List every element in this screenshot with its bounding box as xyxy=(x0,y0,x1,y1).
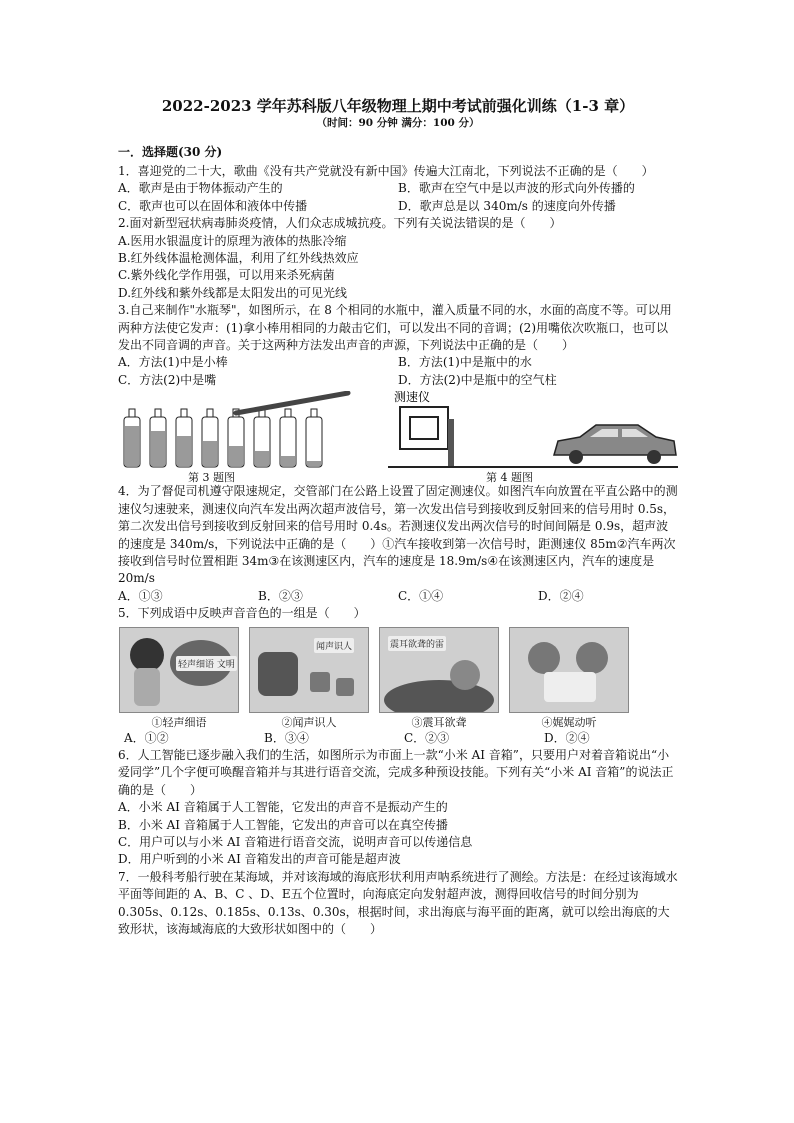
speed-detector-label: 测速仪 xyxy=(394,391,431,405)
option-d: D．方法(2)中是瓶中的空气柱 xyxy=(398,372,557,387)
option-d: D．②④ xyxy=(544,730,590,745)
image-1-caption: ①轻声细语 xyxy=(151,715,207,729)
image-2 xyxy=(248,627,370,730)
question-4-stem: 4．为了督促司机遵守限速规定，交管部门在公路上设置了固定测速仪。如图汽车向放置在平直公路中的测速仪匀速驶来，测速仪向汽车发出两次超声波信号，第一次发出信号到接收到反射回来的信号用时 0.5s，第二次发出信号到接收到反射回来的信号用时 0.4s。若测速仪发出两次信号的时间间隔是 0.9s，超声波的速度是 340m/s，下列说法中正确的是（ ）①汽车接收到第一次信号时，距测速仪 85m②汽车两次接收到信号时位置相距 34m③在该测速区内，汽车的速度是 18.9m/s④在该测速区内，汽车的速度是 20m/s xyxy=(118,484,678,586)
water-bottle xyxy=(124,409,140,467)
exam-page xyxy=(118,96,678,938)
water-bottle xyxy=(176,409,192,467)
car-icon xyxy=(554,425,676,464)
image-2-caption: ②闻声识人 xyxy=(281,715,337,729)
image-1-sign: 轻声细语 文明 xyxy=(176,656,237,671)
option-c: C．②③ xyxy=(404,730,450,745)
figure-4-caption: 第 4 题图 xyxy=(486,471,533,485)
question-5-images xyxy=(118,627,678,730)
option-b: B.红外线体温枪测体温，利用了红外线热效应 xyxy=(118,251,359,266)
option-d: D．用户听到的小米 AI 音箱发出的声音可能是超声波 xyxy=(118,852,401,867)
option-d: D．歌声总是以 340m/s 的速度向外传播 xyxy=(398,198,616,213)
image-1 xyxy=(118,627,240,730)
question-2-stem: 2.面对新型冠状病毒肺炎疫情，人们众志成城抗疫。下列有关说法错误的是（ ） xyxy=(118,216,562,231)
question-1-stem: 1．喜迎党的二十大，歌曲《没有共产党就没有新中国》传遍大江南北，下列说法不正确的是（ ） xyxy=(118,164,654,178)
option-d: D．②④ xyxy=(538,588,584,603)
question-7-stem: 7．一般科考船行驶在某海域，并对该海域的海底形状利用声呐系统进行了测绘。方法是：在经过该海域水平面等间距的 A、B、C 、D、E五个位置时，向海底定向发射超声波，测得回收信号的时间分别为 0.305s、0.12s、0.185s、0.13s、0.30s，根据时间，求出海底与海平面的距离，就可以绘出海底的大致形状，该海域海底的大致形状如图中的（ ） xyxy=(118,869,678,936)
image-3-sign: 震耳欲聋的雷 xyxy=(388,636,446,651)
water-bottle xyxy=(306,409,322,467)
image-4-caption: ④娓娓动听 xyxy=(541,715,597,729)
pleasant-talk-picture xyxy=(509,627,629,713)
option-a: A．方法(1)中是小棒 xyxy=(118,355,228,370)
option-c: C．①④ xyxy=(398,588,444,603)
question-3-stem: 3.自己来制作"水瓶琴"，如图所示，在 8 个相同的水瓶中，灌入质量不同的水，水面的高度不等。可以用两种方法使它发声：(1)拿小棒用相同的力敲击它们，可以发出不同的音调；(2)用嘴依次吹瓶口，也可以发出不同音调的声音。关于这两种方法发出声音的声源，下列说法中正确的是（ ） xyxy=(118,303,672,353)
question-4-options xyxy=(118,588,678,605)
option-c: C．用户可以与小米 AI 音箱进行语音交流，说明声音可以传递信息 xyxy=(118,834,473,849)
section-heading: 一．选择题(30 分) xyxy=(118,145,223,159)
option-c: C．歌声也可以在固体和液体中传播 xyxy=(118,198,308,213)
stick-icon xyxy=(236,393,348,413)
option-b: B．②③ xyxy=(258,588,303,603)
option-c: C.紫外线化学作用强，可以用来杀死病菌 xyxy=(118,268,335,283)
question-5-options xyxy=(118,730,678,747)
figures-3-4 xyxy=(118,391,678,483)
image-2-sign: 闻声识人 xyxy=(314,638,354,653)
question-3-options xyxy=(118,354,678,389)
water-bottle xyxy=(202,409,218,467)
question-1-options xyxy=(118,180,678,215)
water-bottle xyxy=(254,409,270,467)
option-a: A.医用水银温度计的原理为液体的热胀冷缩 xyxy=(118,233,347,248)
figure-3-caption: 第 3 题图 xyxy=(188,471,235,485)
exam-title: 2022-2023 学年苏科版八年级物理上期中考试前强化训练（1-3 章） xyxy=(161,97,635,115)
recognize-voice-picture xyxy=(249,627,369,713)
water-bottle xyxy=(228,409,244,467)
option-a: A．小米 AI 音箱属于人工智能，它发出的声音不是振动产生的 xyxy=(118,800,448,815)
option-b: B．方法(1)中是瓶中的水 xyxy=(398,355,532,370)
option-d: D.红外线和紫外线都是太阳发出的可见光线 xyxy=(118,285,348,300)
option-a: A．①③ xyxy=(118,588,163,603)
image-3 xyxy=(378,627,500,730)
image-4 xyxy=(508,627,630,730)
whisper-picture xyxy=(119,627,239,713)
thunder-picture xyxy=(379,627,499,713)
option-b: B．小米 AI 音箱属于人工智能，它发出的声音可以在真空传播 xyxy=(118,817,448,832)
option-c: C．方法(2)中是嘴 xyxy=(118,372,217,387)
option-b: B．歌声在空气中是以声波的形式向外传播的 xyxy=(398,181,635,196)
water-bottle xyxy=(150,409,166,467)
image-3-caption: ③震耳欲聋 xyxy=(411,715,467,729)
bottle-figure xyxy=(118,391,678,469)
question-6-stem: 6．人工智能已逐步融入我们的生活，如图所示为市面上一款“小米 AI 音箱”，只要用户对着音箱说出“小爱同学”几个字便可唤醒音箱并与其进行语音交流，完成多种预设技能。下列有关“小米 AI 音箱”的说法正确的是（ ） xyxy=(118,747,674,797)
question-5-stem: 5．下列成语中反映声音音色的一组是（ ） xyxy=(118,606,366,621)
option-b: B．③④ xyxy=(264,730,309,745)
option-a: A．①② xyxy=(124,730,169,745)
water-bottle xyxy=(280,409,296,467)
option-a: A．歌声是由于物体振动产生的 xyxy=(118,181,283,196)
exam-subtitle: （时间：90 分钟 满分：100 分） xyxy=(316,117,480,129)
